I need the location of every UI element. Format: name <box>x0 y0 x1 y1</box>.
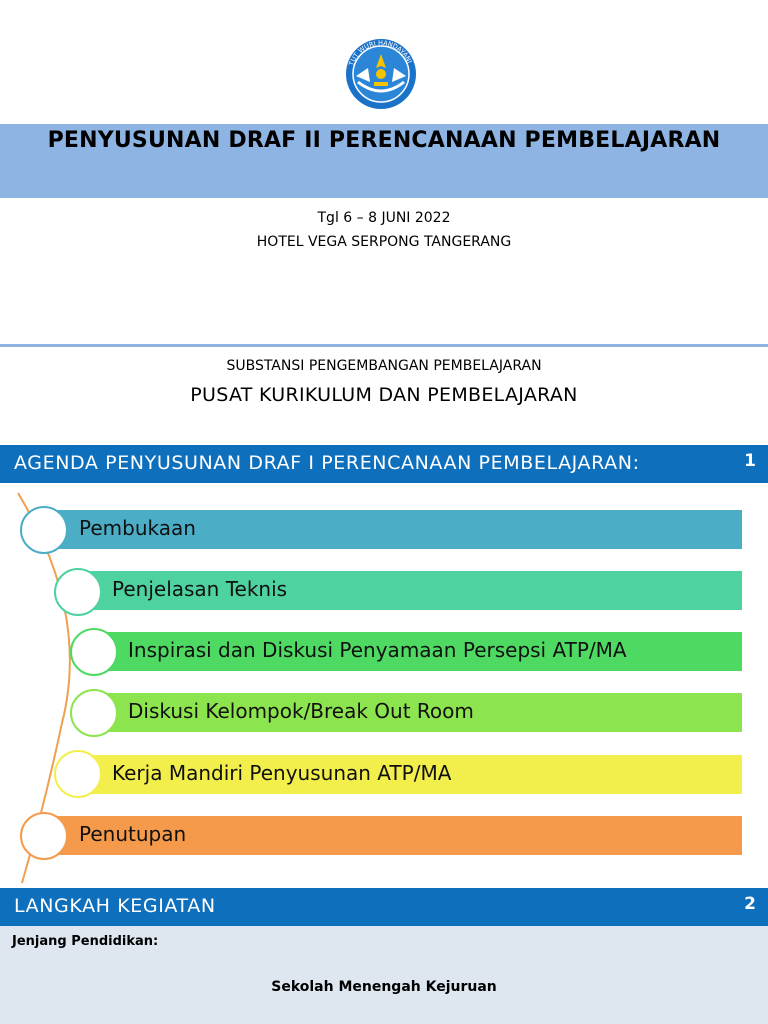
event-date: Tgl 6 – 8 JUNI 2022 <box>317 210 451 226</box>
agenda-header <box>0 445 768 483</box>
agenda-item <box>94 693 742 732</box>
agenda-item <box>44 816 742 855</box>
tut-wuri-handayani-logo <box>338 38 424 110</box>
agenda-marker <box>20 506 68 554</box>
agenda-item-label: Penutupan <box>79 822 187 846</box>
slide-number: 1 <box>744 451 756 471</box>
agenda-item-label: Penjelasan Teknis <box>112 577 288 601</box>
agenda-item <box>78 755 742 794</box>
event-venue: HOTEL VEGA SERPONG TANGERANG <box>256 234 512 250</box>
agenda-marker <box>54 750 102 798</box>
agenda-marker <box>70 689 118 737</box>
agenda-item-label: Inspirasi dan Diskusi Penyamaan Persepsi ATP/MA <box>128 638 627 662</box>
agenda-marker <box>54 568 102 616</box>
education-level-value: Sekolah Menengah Kejuruan <box>271 979 497 995</box>
page-title: PENYUSUNAN DRAF II PERENCANAAN PEMBELAJARAN <box>47 128 721 153</box>
steps-header <box>0 888 768 926</box>
agenda-item <box>94 632 742 671</box>
agenda-marker <box>70 628 118 676</box>
agenda-item <box>78 571 742 610</box>
agenda-item-label: Diskusi Kelompok/Break Out Room <box>128 699 474 723</box>
agenda-title: AGENDA PENYUSUNAN DRAF I PERENCANAAN PEMBELAJARAN: <box>14 452 640 474</box>
steps-title: LANGKAH KEGIATAN <box>14 895 216 917</box>
svg-text:TUT WURI HANDAYANI: TUT WURI HANDAYANI <box>347 38 414 67</box>
education-level-label: Jenjang Pendidikan: <box>12 934 159 949</box>
organization-name: PUSAT KURIKULUM DAN PEMBELAJARAN <box>190 384 578 406</box>
organization-subtitle: SUBSTANSI PENGEMBANGAN PEMBELAJARAN <box>226 358 542 374</box>
agenda-item-label: Kerja Mandiri Penyusunan ATP/MA <box>112 761 452 785</box>
agenda-item <box>44 510 742 549</box>
slide-number: 2 <box>744 894 756 914</box>
agenda-marker <box>20 812 68 860</box>
agenda-item-label: Pembukaan <box>79 516 196 540</box>
divider <box>0 344 768 347</box>
